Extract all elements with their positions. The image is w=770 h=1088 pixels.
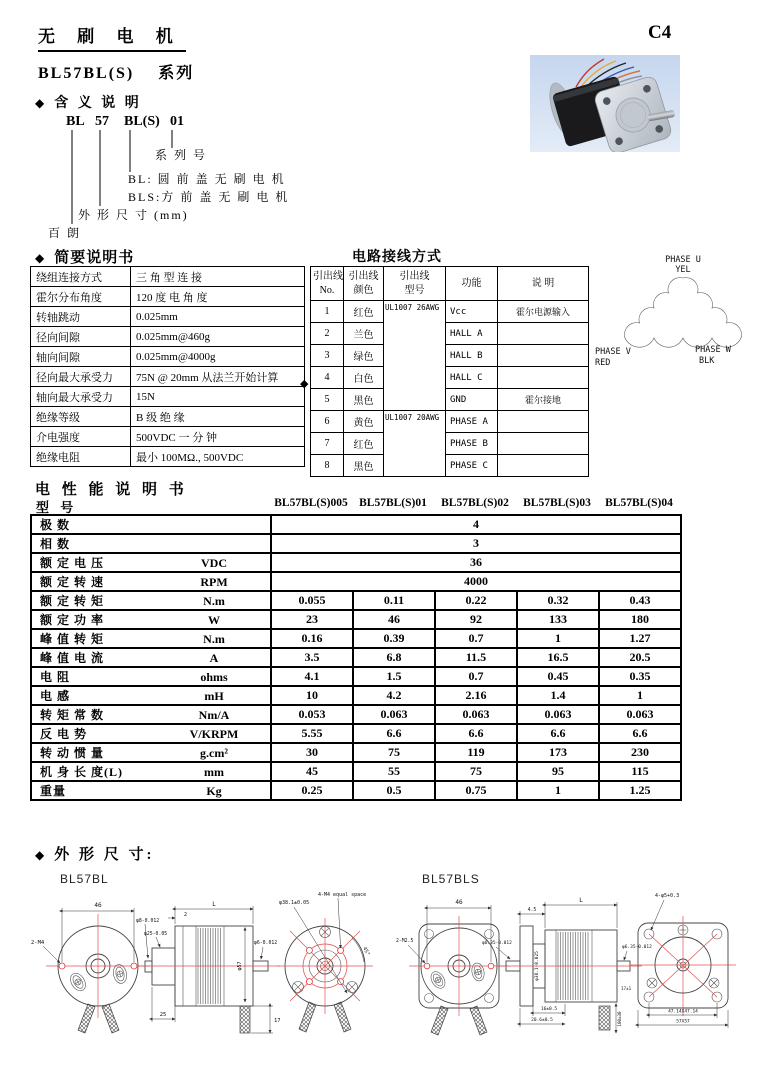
perf-param-unit: VDC	[201, 556, 227, 570]
wiring-function: HALL A	[446, 323, 498, 345]
perf-value: 0.22	[435, 591, 517, 610]
perf-row	[31, 724, 681, 743]
perf-label	[31, 724, 271, 743]
series-title: BL57BL(S) 系列	[38, 65, 195, 82]
perf-row	[31, 705, 681, 724]
perf-value: 95	[517, 762, 599, 781]
spec-row	[31, 287, 305, 307]
spec-row	[31, 267, 305, 287]
perf-param-name: 极 数	[40, 518, 71, 532]
model-name: BL57BL(S)04	[605, 497, 673, 509]
perf-param-name: 峰 值 转 矩	[40, 632, 105, 646]
perf-merged-value: 3	[271, 534, 681, 553]
dim-bl-boss-dia: φ25-0.05	[144, 932, 168, 937]
wiring-no: 7	[311, 433, 344, 455]
brief-spec-heading-text: 简要说明书	[54, 250, 135, 266]
diamond-bullet-icon: ◆	[35, 251, 45, 265]
perf-value: 133	[517, 610, 599, 629]
dim-bls-front-holes: 2-M2.5	[396, 939, 414, 944]
perf-param-name: 机 身 长 度(L)	[40, 765, 123, 779]
perf-value: 180	[599, 610, 681, 629]
tree-label-series-no: 系 列 号	[155, 148, 208, 162]
outline-drawings	[30, 886, 770, 1086]
model-header-row	[270, 497, 680, 509]
tree-label-bls-note: BLS:方 前 盖 无 刷 电 机	[128, 190, 290, 204]
drawing-label-bl57bls: BL57BLS	[422, 872, 480, 886]
dim-bls-boss-dia: φ38.1-0.025	[535, 951, 540, 981]
perf-param-unit: V/KRPM	[189, 727, 239, 741]
perf-label	[31, 686, 271, 705]
perf-row	[31, 686, 681, 705]
perf-value: 0.11	[353, 591, 435, 610]
dim-bl-hole-angle: 45°	[361, 946, 371, 957]
perf-label	[31, 629, 271, 648]
dim-bls-rear-shaft-dia: φ6.35-0.012	[622, 945, 652, 950]
wiring-function: Vcc	[446, 301, 498, 323]
delta-winding-diagram	[583, 250, 770, 385]
dim-bl-front-plate: 2	[184, 912, 188, 918]
wiring-desc	[498, 345, 589, 367]
model-name: BL57BL(S)01	[359, 497, 427, 509]
bl-side-view	[136, 901, 281, 1033]
perf-param-unit: mm	[204, 765, 224, 779]
perf-param-name: 相 数	[40, 537, 71, 551]
perf-label	[31, 515, 271, 534]
spec-value: 0.025mm@4000g	[131, 347, 305, 367]
tree-label-brand: 百 朗	[48, 226, 82, 240]
bls-front-screw-boss	[470, 962, 485, 982]
perf-value: 11.5	[435, 648, 517, 667]
wiring-header: 引出线 No.	[311, 267, 344, 301]
perf-value: 1.4	[517, 686, 599, 705]
dim-bl-rear-shaft-dia: φ6-0.012	[254, 941, 278, 946]
perf-value: 30	[271, 743, 353, 762]
perf-row	[31, 553, 681, 572]
perf-value: 16.5	[517, 648, 599, 667]
perf-label	[31, 610, 271, 629]
wiring-desc	[498, 455, 589, 477]
wiring-wire-type: UL1007 26AWG	[384, 301, 446, 411]
dim-bls-shaft-dia: φ6.35-0.012	[482, 941, 512, 946]
wiring-desc	[498, 367, 589, 389]
perf-value: 23	[271, 610, 353, 629]
perf-param-unit: Kg	[206, 784, 222, 798]
phase-w-label: PHASE W	[695, 345, 731, 355]
model-name: BL57BL(S)005	[274, 497, 348, 509]
wiring-title: 电路接线方式	[352, 250, 442, 265]
perf-row	[31, 572, 681, 591]
perf-value: 46	[353, 610, 435, 629]
spec-value: 500VDC 一 分 钟	[131, 427, 305, 447]
perf-param-name: 额 定 功 率	[40, 613, 105, 627]
drawing-label-bl57bl: BL57BL	[60, 872, 109, 886]
wiring-header: 引出线 型号	[384, 267, 446, 301]
wiring-function: HALL C	[446, 367, 498, 389]
perf-param-name: 电 感	[40, 689, 71, 703]
spec-row	[31, 427, 305, 447]
performance-title: 电 性 能 说 明 书	[35, 482, 188, 498]
perf-value: 1	[599, 686, 681, 705]
perf-value: 75	[435, 762, 517, 781]
wiring-color: 黑色	[344, 389, 384, 411]
wiring-color: 黄色	[344, 411, 384, 433]
perf-value: 75	[353, 743, 435, 762]
perf-param-name: 额 定 转 速	[40, 575, 105, 589]
perf-param-name: 转 动 惯 量	[40, 746, 105, 760]
wiring-no: 3	[311, 345, 344, 367]
wiring-header: 说 明	[498, 267, 589, 301]
perf-value: 0.063	[599, 705, 681, 724]
brief-spec-table	[30, 266, 305, 467]
perf-label	[31, 781, 271, 800]
dim-bl-body-dia: φ57	[237, 961, 243, 971]
spec-key: 轴向间隙	[31, 347, 131, 367]
wiring-color: 黑色	[344, 455, 384, 477]
spec-key: 转轴跳动	[31, 307, 131, 327]
dim-bl-front-holes: 2-M4	[31, 940, 45, 946]
spec-value: 15N	[131, 387, 305, 407]
bls-front-screw-boss	[428, 969, 448, 991]
wiring-desc: 霍尔电源输入	[498, 301, 589, 323]
perf-param-name: 转 矩 常 数	[40, 708, 105, 722]
perf-row	[31, 743, 681, 762]
perf-param-unit: A	[209, 651, 219, 665]
perf-value: 0.063	[353, 705, 435, 724]
spec-key: 绝缘电阻	[31, 447, 131, 467]
perf-row	[31, 781, 681, 800]
code-part-bls: BL(S)	[124, 114, 160, 129]
perf-value: 0.5	[353, 781, 435, 800]
perf-value: 0.75	[435, 781, 517, 800]
perf-value: 45	[271, 762, 353, 781]
wiring-header: 引出线 颜色	[344, 267, 384, 301]
dim-bls-rear-holes: 4-φ5+0.3	[655, 893, 680, 899]
perf-label	[31, 553, 271, 572]
spec-value: 最小 100MΩ., 500VDC	[131, 447, 305, 467]
wiring-desc: 霍尔接地	[498, 389, 589, 411]
perf-label	[31, 534, 271, 553]
perf-label	[31, 572, 271, 591]
perf-param-name: 额 定 转 矩	[40, 594, 105, 608]
wiring-function: GND	[446, 389, 498, 411]
spec-key: 轴向最大承受力	[31, 387, 131, 407]
dim-bls-flange-thk: 4.5	[527, 908, 537, 913]
bl-rear-view	[277, 892, 373, 1032]
wiring-no: 8	[311, 455, 344, 477]
perf-row	[31, 762, 681, 781]
perf-label	[31, 705, 271, 724]
spec-value: 0.025mm	[131, 307, 305, 327]
wiring-function: PHASE A	[446, 411, 498, 433]
wiring-row	[311, 345, 589, 367]
perf-value: 115	[599, 762, 681, 781]
perf-value: 20.5	[599, 648, 681, 667]
dim-bl-boss-len: 25	[159, 1012, 167, 1018]
meaning-heading	[35, 92, 142, 112]
dim-bl-rear-holes: 4-M4 equal space	[318, 892, 367, 898]
perf-value: 1.27	[599, 629, 681, 648]
brief-spec-heading	[35, 246, 134, 267]
spec-key: 径向最大承受力	[31, 367, 131, 387]
spec-row	[31, 307, 305, 327]
perf-param-unit: g.cm²	[200, 746, 228, 760]
phase-u-color: YEL	[675, 265, 691, 275]
model-name: BL57BL(S)03	[523, 497, 591, 509]
wiring-row	[311, 389, 589, 411]
wiring-no: 2	[311, 323, 344, 345]
dim-bls-frame: 57X57	[676, 1019, 690, 1025]
perf-value: 4.1	[271, 667, 353, 686]
perf-value: 10	[271, 686, 353, 705]
dim-bl-length: L	[212, 901, 216, 908]
perf-label	[31, 743, 271, 762]
dim-bls-front-width: 46	[455, 899, 463, 906]
dimensions-heading	[35, 843, 154, 864]
wiring-row	[311, 433, 589, 455]
page-title: 无 刷 电 机	[38, 22, 186, 52]
code-part-bl: BL	[66, 114, 85, 129]
bl-front-screw-boss	[112, 963, 129, 984]
dim-bl-bolt-circle: φ38.1±0.05	[279, 900, 310, 906]
spec-row	[31, 407, 305, 427]
dim-bl-front-width: 46	[94, 902, 102, 909]
wiring-wire-type: UL1007 20AWG	[384, 411, 446, 477]
diamond-bullet-icon: ◆	[35, 96, 45, 110]
spec-key: 介电强度	[31, 427, 131, 447]
code-part-57: 57	[95, 114, 109, 129]
dim-bls-cable-len: 100±30	[617, 1011, 622, 1027]
perf-value: 0.053	[271, 705, 353, 724]
perf-value: 1	[517, 781, 599, 800]
perf-param-name: 峰 值 电 流	[40, 651, 105, 665]
code-part-01: 01	[170, 114, 184, 129]
spec-key: 径向间隙	[31, 327, 131, 347]
perf-param-name: 重量	[40, 784, 67, 798]
perf-param-unit: N.m	[203, 632, 225, 646]
perf-row	[31, 648, 681, 667]
perf-value: 1.25	[599, 781, 681, 800]
perf-value: 119	[435, 743, 517, 762]
bl-front-view	[31, 902, 150, 1033]
perf-value: 55	[353, 762, 435, 781]
perf-merged-value: 4000	[271, 572, 681, 591]
performance-table	[30, 514, 682, 801]
perf-value: 6.6	[599, 724, 681, 743]
perf-param-name: 反 电 势	[40, 727, 88, 741]
perf-value: 3.5	[271, 648, 353, 667]
perf-value: 6.6	[517, 724, 599, 743]
perf-value: 1	[517, 629, 599, 648]
wiring-row	[311, 301, 589, 323]
wiring-table	[310, 266, 589, 477]
perf-value: 0.43	[599, 591, 681, 610]
meaning-heading-text: 含 义 说 明	[54, 96, 142, 111]
delta-coil-outline	[625, 278, 742, 348]
perf-value: 92	[435, 610, 517, 629]
phase-w-color: BLK	[699, 356, 715, 366]
spec-value: 120 度 电 角 度	[131, 287, 305, 307]
spec-key: 霍尔分布角度	[31, 287, 131, 307]
perf-row	[31, 667, 681, 686]
perf-row	[31, 591, 681, 610]
wiring-function: PHASE B	[446, 433, 498, 455]
perf-value: 4.2	[353, 686, 435, 705]
perf-value: 0.45	[517, 667, 599, 686]
perf-param-unit: ohms	[200, 670, 228, 684]
spec-value: 三 角 型 连 接	[131, 267, 305, 287]
perf-value: 0.39	[353, 629, 435, 648]
perf-merged-value: 36	[271, 553, 681, 572]
phase-v-color: RED	[595, 358, 611, 368]
perf-value: 173	[517, 743, 599, 762]
spec-row	[31, 327, 305, 347]
dim-bls-206: 20.6±0.5	[531, 1018, 553, 1023]
wiring-header: 功能	[446, 267, 498, 301]
wiring-color: 绿色	[344, 345, 384, 367]
perf-value: 5.55	[271, 724, 353, 743]
perf-value: 0.25	[271, 781, 353, 800]
wiring-desc	[498, 323, 589, 345]
phase-u-label: PHASE U	[665, 255, 701, 265]
motor-photo	[530, 55, 680, 152]
perf-param-unit: mH	[204, 689, 224, 703]
spec-key: 绝缘等级	[31, 407, 131, 427]
wiring-row	[311, 367, 589, 389]
wiring-row	[311, 411, 589, 433]
model-row-label: 型 号	[36, 500, 78, 515]
perf-param-unit: W	[208, 613, 220, 627]
perf-value: 0.063	[517, 705, 599, 724]
phase-v-label: PHASE V	[595, 347, 631, 357]
perf-value: 1.5	[353, 667, 435, 686]
perf-value: 6.6	[435, 724, 517, 743]
wiring-function: PHASE C	[446, 455, 498, 477]
bl-front-screw-boss	[67, 970, 88, 993]
perf-value: 230	[599, 743, 681, 762]
spec-row	[31, 367, 305, 387]
spec-row	[31, 447, 305, 467]
wiring-no: 1	[311, 301, 344, 323]
perf-param-name: 额 定 电 压	[40, 556, 105, 570]
perf-row	[31, 515, 681, 534]
bls-rear-view	[630, 893, 736, 1028]
perf-value: 0.16	[271, 629, 353, 648]
perf-merged-value: 4	[271, 515, 681, 534]
perf-param-name: 电 阻	[40, 670, 71, 684]
page-code: C4	[648, 22, 672, 43]
perf-row	[31, 610, 681, 629]
dim-bl-cable-len: 17	[274, 1018, 281, 1024]
wiring-no: 5	[311, 389, 344, 411]
diamond-bullet-icon: ◆	[35, 848, 45, 862]
dim-bls-hole-pitch: 47.14X47.14	[668, 1009, 698, 1015]
perf-value: 0.063	[435, 705, 517, 724]
perf-label	[31, 667, 271, 686]
perf-label	[31, 591, 271, 610]
tree-label-bl-note: BL: 圆 前 盖 无 刷 电 机	[128, 172, 286, 186]
perf-value: 0.7	[435, 667, 517, 686]
wiring-function: HALL B	[446, 345, 498, 367]
perf-value: 2.16	[435, 686, 517, 705]
wiring-color: 红色	[344, 301, 384, 323]
spec-value: 0.025mm@460g	[131, 327, 305, 347]
wiring-row	[311, 455, 589, 477]
perf-value: 0.32	[517, 591, 599, 610]
perf-row	[31, 534, 681, 553]
spec-key: 绕组连接方式	[31, 267, 131, 287]
wiring-row4-marker: ◆	[300, 378, 309, 390]
bls-side-view	[482, 897, 652, 1033]
perf-label	[31, 648, 271, 667]
perf-label	[31, 762, 271, 781]
dim-bls-16: 16±0.5	[540, 1007, 558, 1012]
perf-param-unit: N.m	[203, 594, 225, 608]
spec-row	[31, 387, 305, 407]
spec-value: B 级 绝 缘	[131, 407, 305, 427]
spec-value: 75N @ 20mm 从法兰开始计算	[131, 367, 305, 387]
wiring-desc	[498, 433, 589, 455]
perf-value: 0.055	[271, 591, 353, 610]
bls-front-view	[396, 899, 509, 1035]
tree-label-size-note: 外 形 尺 寸 (mm)	[78, 208, 189, 222]
perf-param-unit: Nm/A	[198, 708, 230, 722]
perf-value: 0.35	[599, 667, 681, 686]
dim-bls-rear-shaft-len: 17±1	[621, 986, 632, 991]
spec-row	[31, 347, 305, 367]
perf-value: 0.7	[435, 629, 517, 648]
wiring-desc	[498, 411, 589, 433]
perf-row	[31, 629, 681, 648]
perf-param-unit: RPM	[200, 575, 228, 589]
model-name: BL57BL(S)02	[441, 497, 509, 509]
wiring-no: 4	[311, 367, 344, 389]
wiring-color: 白色	[344, 367, 384, 389]
wiring-no: 6	[311, 411, 344, 433]
dim-bl-shaft-dia: φ8-0.012	[136, 919, 160, 924]
wiring-color: 兰色	[344, 323, 384, 345]
dimensions-heading-text: 外 形 尺 寸:	[54, 847, 155, 863]
wiring-row	[311, 323, 589, 345]
wiring-color: 红色	[344, 433, 384, 455]
dim-bls-length: L	[579, 897, 583, 904]
perf-value: 6.8	[353, 648, 435, 667]
perf-value: 6.6	[353, 724, 435, 743]
